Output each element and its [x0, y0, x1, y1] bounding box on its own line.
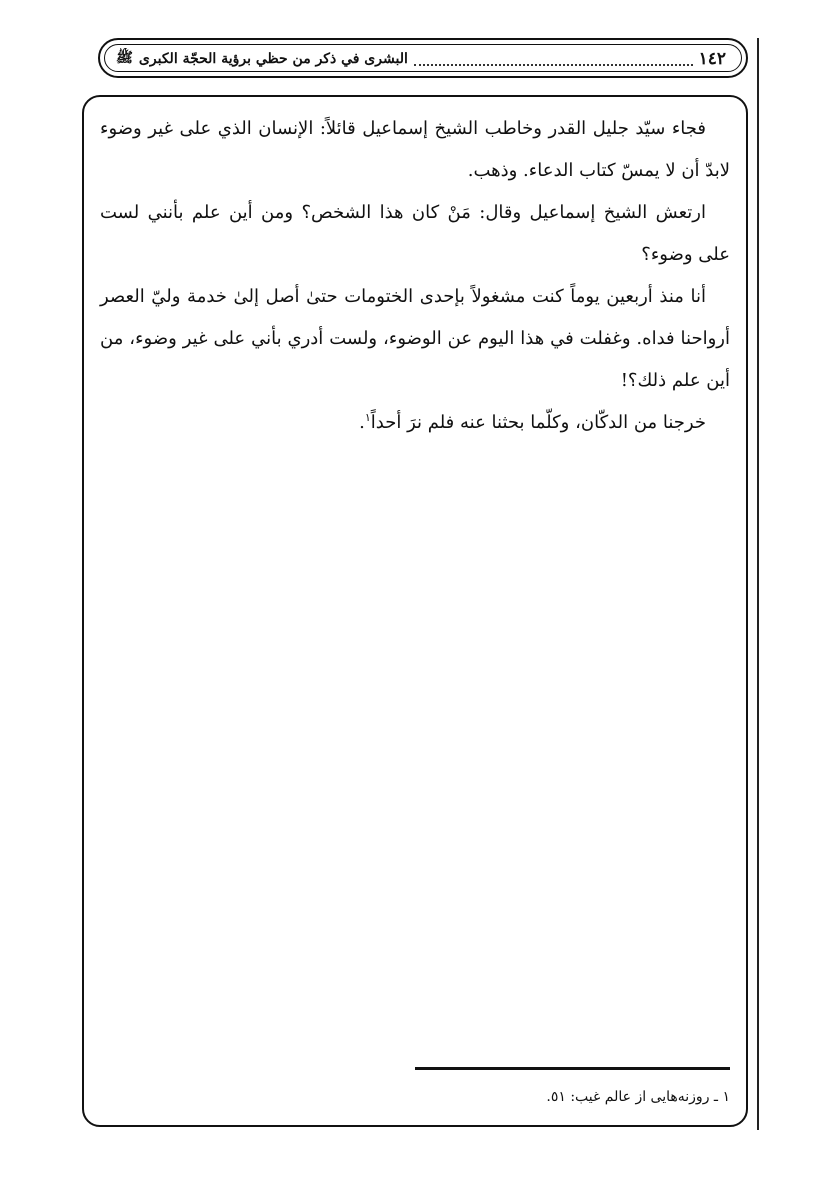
- header-frame: [98, 38, 748, 78]
- paragraph: ارتعش الشيخ إسماعيل وقال: مَنْ كان هذا الشخص؟ ومن أين علم بأنني لست على وضوء؟: [100, 202, 730, 265]
- leader-dots: [414, 58, 693, 66]
- footnote-reference: ١: [364, 411, 371, 424]
- footnote-divider: [415, 1067, 730, 1070]
- footnote: ١ ـ روزنه‌هايى از عالم غيب: ٥١.: [546, 1089, 730, 1105]
- paragraph: أنا منذ أربعين يوماً كنت مشغولاً بإحدى الختومات حتىٰ أصل إلىٰ خدمة وليّ العصر أرواحنا فداه. وغفلت في هذا اليوم عن الوضوء، ولست أدري بأني على غير وضوء، من أين علم ذلك؟!: [100, 286, 730, 391]
- running-title: البشرى في ذكر من حظي برؤية الحجّة الكبرى: [138, 51, 408, 67]
- honorific-glyph: ﷺ: [116, 50, 133, 66]
- paragraph: خرجنا من الدكّان، وكلّما بحثنا عنه فلم نرَ أحداً: [370, 412, 706, 433]
- body-text: [100, 108, 730, 444]
- right-margin-rule: [757, 38, 759, 1130]
- page-number: ١٤٢: [698, 49, 726, 69]
- running-header: [116, 48, 726, 70]
- paragraph-with-footnote: [100, 402, 730, 444]
- paragraph: فجاء سيّد جليل القدر وخاطب الشيخ إسماعيل قائلاً: الإنسان الذي على غير وضوء لابدّ أن لا يمسّ كتاب الدعاء. وذهب.: [100, 118, 730, 181]
- period: .: [359, 412, 365, 433]
